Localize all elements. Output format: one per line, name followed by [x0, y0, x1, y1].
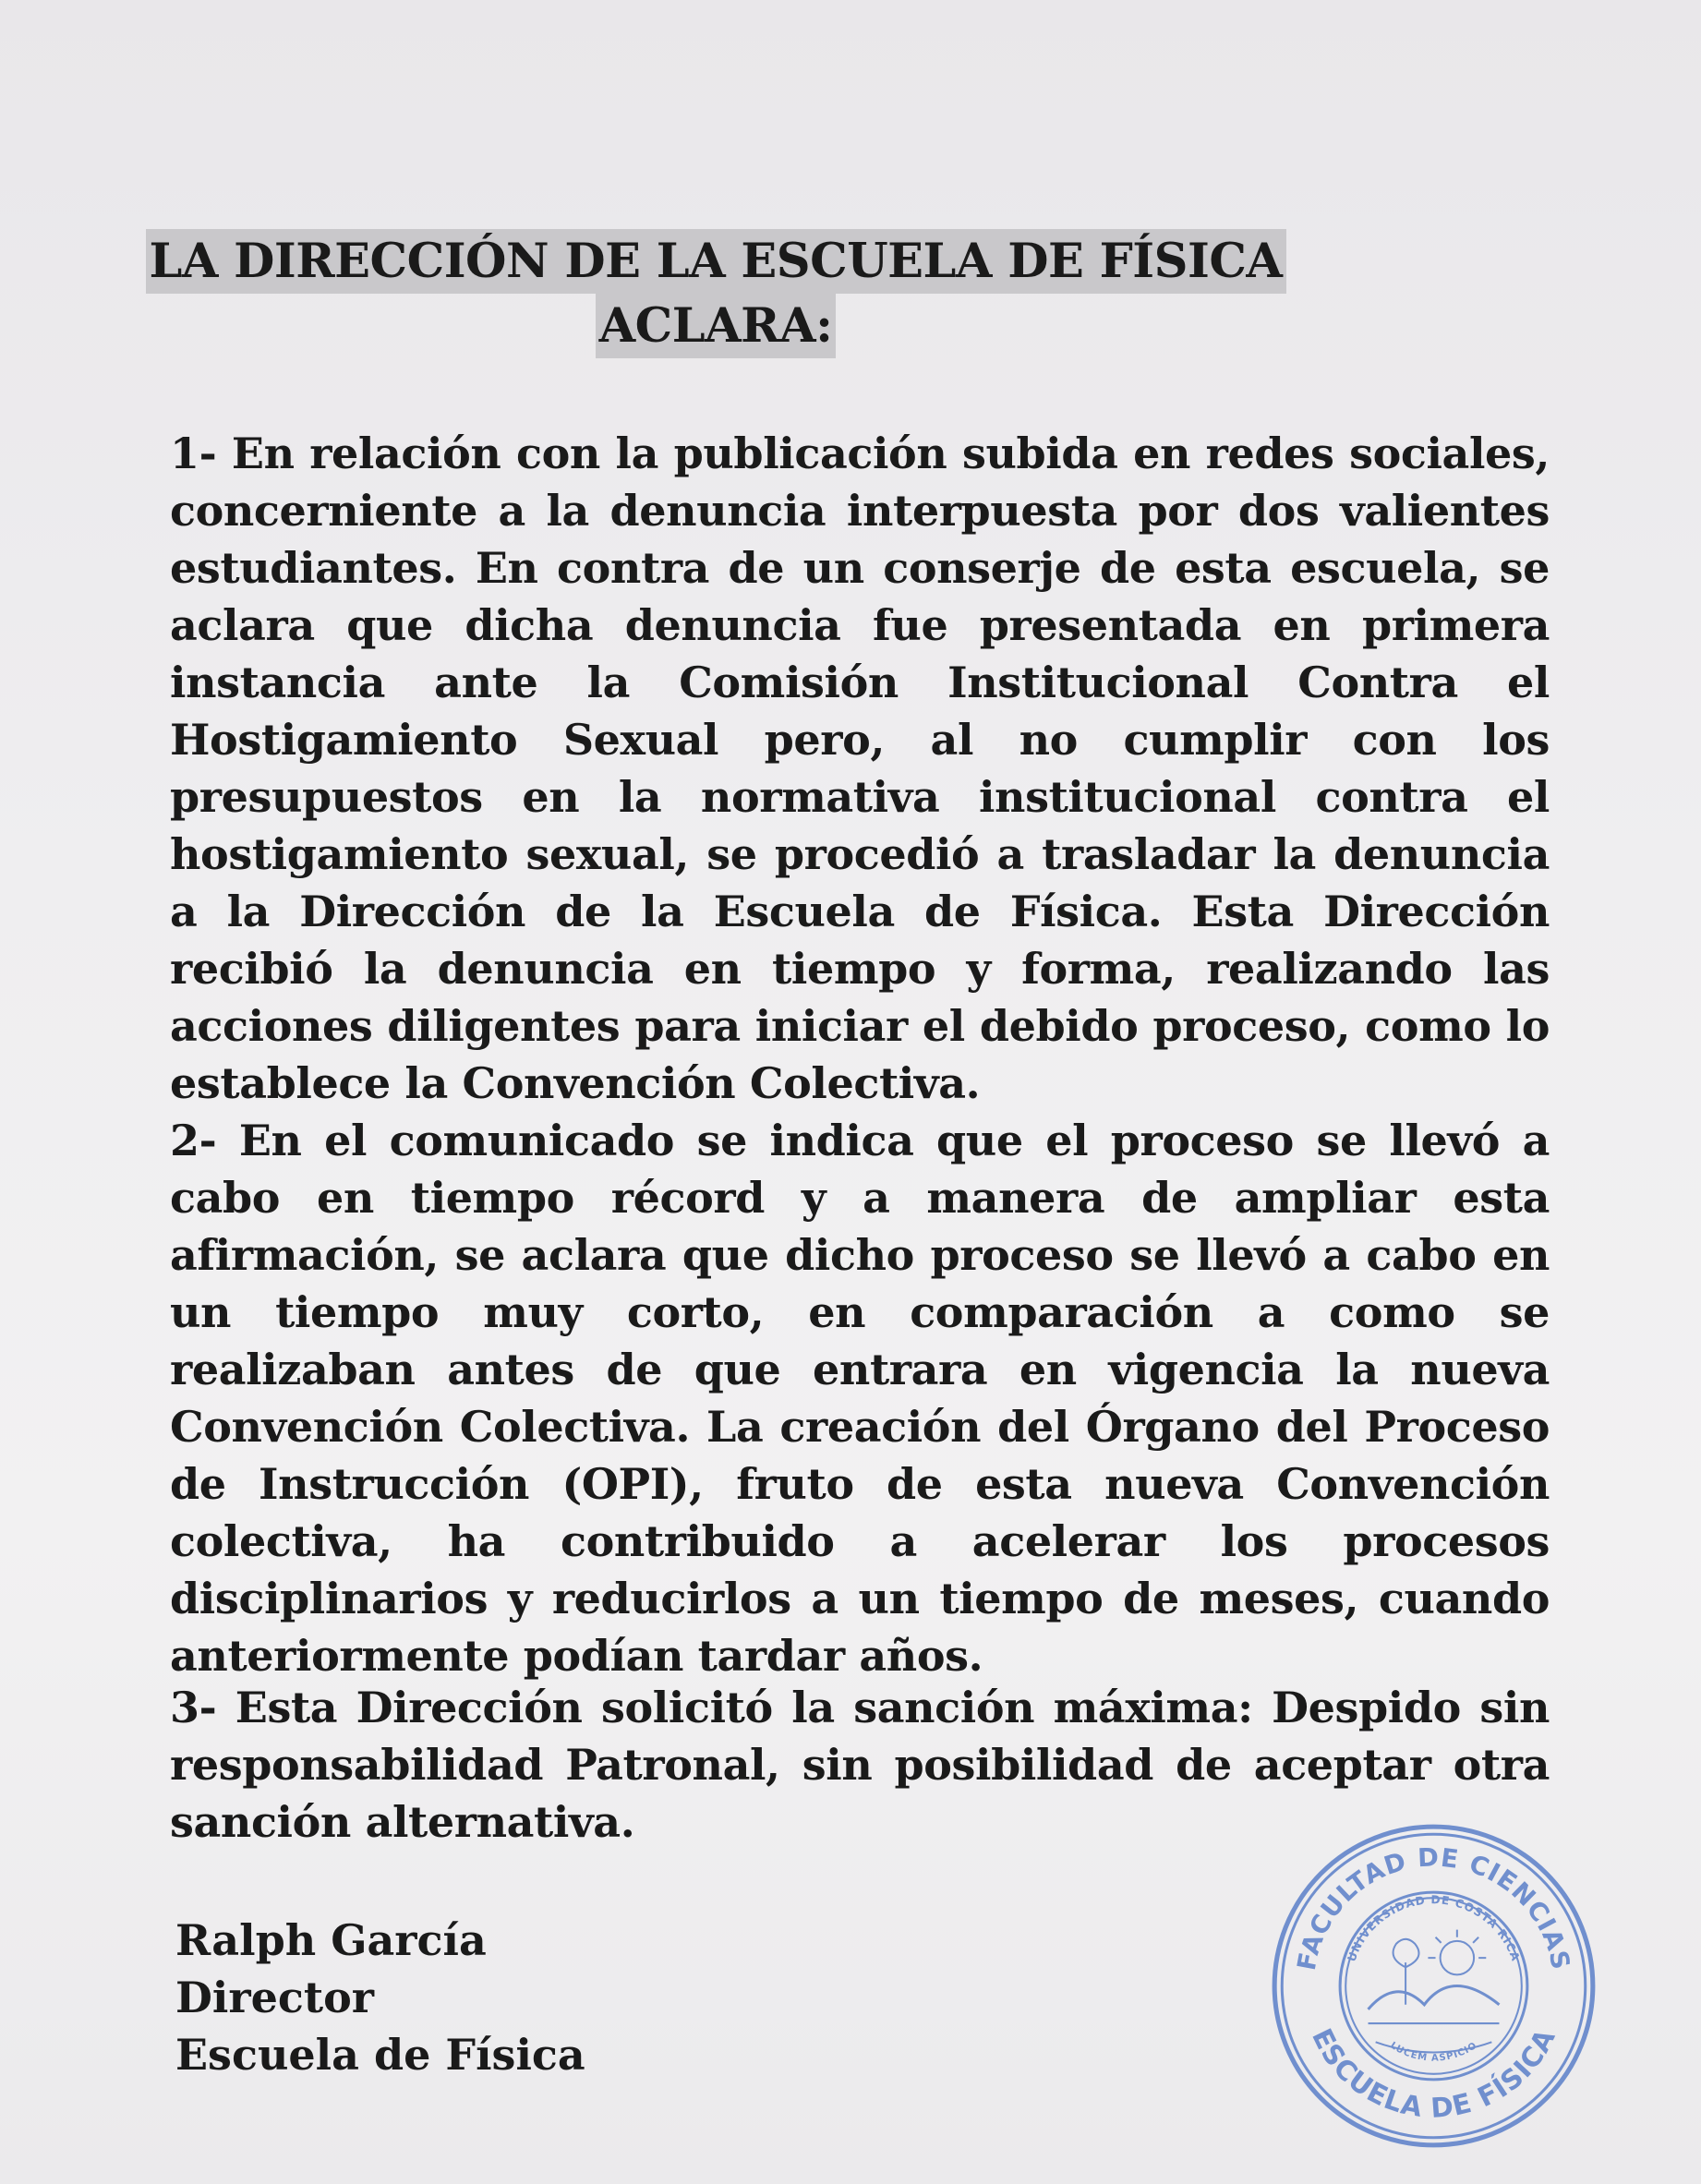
signer-unit: Escuela de Física: [175, 2030, 585, 2080]
signer-role: Director: [175, 1973, 375, 2022]
svg-text:UNIVERSIDAD DE COSTA RICA: [1345, 1893, 1523, 1963]
seal-stamp-icon: [1265, 1817, 1602, 2154]
signature-block: [175, 1912, 585, 2083]
seal-outer-top: FACULTAD DE CIENCIAS: [1292, 1843, 1575, 1973]
paragraph-2: 2- En el comunicado se indica que el proceso se llevó a cabo en tiempo récord y a manera de ampliar esta afirmación, se aclara que dicho proceso se llevó a cabo en un tiempo muy corto, en comparación a como se realizaban antes de que entrara en vigencia la nueva Convención Colectiva. La creación del Órgano del Proceso de Instrucción (OPI), fruto de esta nueva Convención colectiva, ha contribuido a acelerar los procesos disciplinarios y reducirlos a un tiempo de meses, cuando anteriormente podían tardar años.: [170, 1116, 1550, 1681]
seal-outer-bottom: ESCUELA DE FÍSICA: [1306, 2023, 1562, 2124]
document-title: [0, 229, 1431, 358]
seal-inner-top: UNIVERSIDAD DE COSTA RICA: [1345, 1893, 1523, 1963]
title-line-2: ACLARA:: [596, 294, 837, 358]
signer-name: Ralph García: [175, 1915, 487, 1965]
paragraph-1: 1- En relación con la publicación subida en redes sociales, concerniente a la denuncia interpuesta por dos valientes estudiantes. En contra de un conserje de esta escuela, se aclara que dicha denuncia fue presentada en primera instancia ante la Comisión Institucional Contra el Hostigamiento Sexual pero, al no cumplir con los presupuestos en la normativa institucional contra el hostigamiento sexual, se procedió a trasladar la denuncia a la Dirección de la Escuela de Física. Esta Dirección recibió la denuncia en tiempo y forma, realizando las acciones diligentes para iniciar el debido proceso, como lo establece la Convención Colectiva.: [170, 428, 1550, 1108]
seal-inner-bottom: LUCEM ASPICIO: [1388, 2040, 1479, 2064]
title-line-1: LA DIRECCIÓN DE LA ESCUELA DE FÍSICA: [146, 229, 1286, 294]
paragraph-3: 3- Esta Dirección solicitó la sanción máxima: Despido sin responsabilidad Patronal, sin posibilidad de aceptar otra sanción alternativa.: [170, 1683, 1550, 1847]
